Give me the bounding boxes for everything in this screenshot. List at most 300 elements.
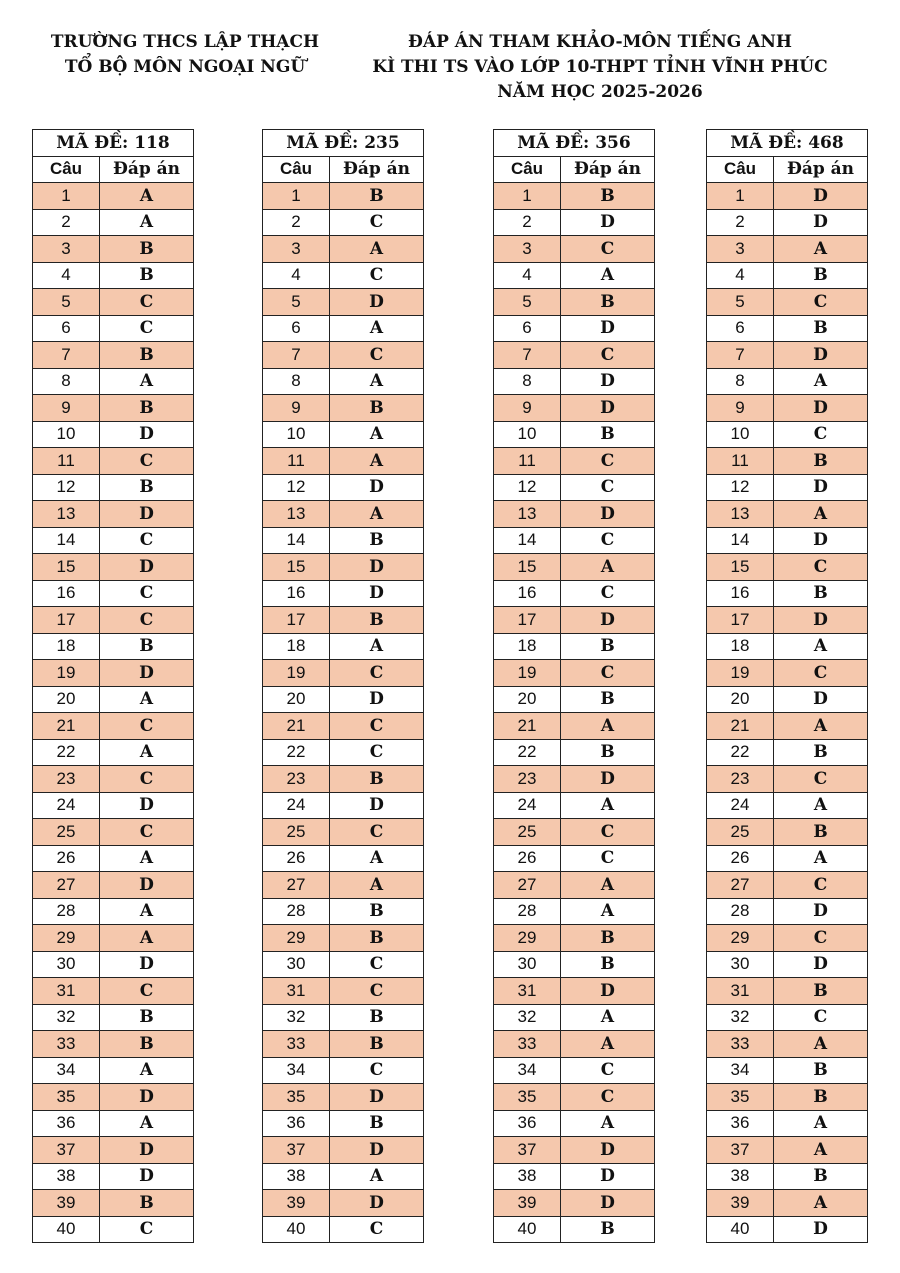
answer-letter: D: [774, 395, 868, 422]
table-row: [33, 766, 194, 793]
question-number: 6: [263, 315, 330, 342]
table-row: [707, 898, 868, 925]
answer-letter: A: [330, 845, 424, 872]
table-row: [707, 1084, 868, 1111]
question-number: 38: [707, 1163, 774, 1190]
answer-letter: B: [100, 1031, 194, 1058]
question-number: 11: [263, 448, 330, 475]
table-row: [33, 660, 194, 687]
question-number: 25: [33, 819, 100, 846]
answer-letter: B: [774, 819, 868, 846]
answer-letter: B: [774, 580, 868, 607]
table-row: [707, 527, 868, 554]
answer-letter: C: [561, 342, 655, 369]
school-name: TRƯỜNG THCS LẬP THẠCH: [50, 32, 320, 52]
table-row: [263, 1057, 424, 1084]
table-row: [33, 686, 194, 713]
table-row: [263, 1004, 424, 1031]
table-row: [707, 1004, 868, 1031]
question-number: 24: [33, 792, 100, 819]
table-row: [494, 1057, 655, 1084]
question-number: 21: [33, 713, 100, 740]
question-number: 27: [494, 872, 561, 899]
table-row: [263, 1163, 424, 1190]
question-number: 30: [707, 951, 774, 978]
table-row: [707, 209, 868, 236]
table-row: [33, 368, 194, 395]
table-row: [707, 819, 868, 846]
table-row: [263, 448, 424, 475]
answer-letter: C: [100, 607, 194, 634]
question-number: 21: [263, 713, 330, 740]
table-row: [33, 898, 194, 925]
answer-letter: B: [330, 1031, 424, 1058]
answer-letter: A: [774, 236, 868, 263]
answer-table: [32, 129, 194, 1243]
question-number: 23: [494, 766, 561, 793]
question-number: 33: [33, 1031, 100, 1058]
question-number: 9: [33, 395, 100, 422]
answer-letter: A: [774, 368, 868, 395]
answer-letter: D: [561, 1163, 655, 1190]
question-number: 19: [707, 660, 774, 687]
question-number: 35: [263, 1084, 330, 1111]
answer-letter: C: [561, 660, 655, 687]
question-number: 11: [33, 448, 100, 475]
question-number: 5: [263, 289, 330, 316]
table-row: [707, 607, 868, 634]
question-number: 30: [263, 951, 330, 978]
question-number: 20: [263, 686, 330, 713]
answer-letter: B: [330, 395, 424, 422]
answer-letter: A: [561, 792, 655, 819]
table-row: [33, 1110, 194, 1137]
question-number: 13: [263, 501, 330, 528]
question-number: 18: [494, 633, 561, 660]
question-number: 9: [494, 395, 561, 422]
answer-letter: B: [330, 1004, 424, 1031]
table-row: [33, 1084, 194, 1111]
table-row: [263, 421, 424, 448]
table-row: [33, 1137, 194, 1164]
table-row: [494, 554, 655, 581]
table-row: [494, 925, 655, 952]
answer-letter: A: [100, 739, 194, 766]
question-number: 2: [494, 209, 561, 236]
table-row: [33, 289, 194, 316]
table-row: [494, 342, 655, 369]
question-number: 21: [494, 713, 561, 740]
answer-letter: B: [774, 448, 868, 475]
table-row: [494, 501, 655, 528]
table-row: [494, 872, 655, 899]
answer-letter: C: [561, 1057, 655, 1084]
table-row: [707, 925, 868, 952]
answer-letter: C: [330, 342, 424, 369]
question-number: 31: [33, 978, 100, 1005]
question-number: 12: [707, 474, 774, 501]
question-number: 23: [707, 766, 774, 793]
question-number: 2: [707, 209, 774, 236]
answer-letter: D: [100, 951, 194, 978]
table-row: [33, 315, 194, 342]
table-row: [494, 713, 655, 740]
table-row: [33, 951, 194, 978]
question-number: 7: [494, 342, 561, 369]
answer-letter: A: [330, 368, 424, 395]
table-row: [494, 448, 655, 475]
question-number: 32: [33, 1004, 100, 1031]
question-number: 1: [263, 183, 330, 210]
table-row: [263, 368, 424, 395]
answer-header: Đáp án: [100, 156, 194, 183]
answer-letter: D: [100, 1084, 194, 1111]
answer-letter: C: [100, 766, 194, 793]
question-number: 19: [33, 660, 100, 687]
answer-letter: A: [100, 1110, 194, 1137]
question-number: 36: [263, 1110, 330, 1137]
question-number: 28: [707, 898, 774, 925]
question-number: 20: [494, 686, 561, 713]
answer-letter: C: [774, 554, 868, 581]
table-row: [263, 978, 424, 1005]
title-line-1: ĐÁP ÁN THAM KHẢO-MÔN TIẾNG ANH: [408, 32, 792, 52]
table-row: [494, 209, 655, 236]
table-row: [33, 1004, 194, 1031]
table-row: [494, 1084, 655, 1111]
exam-code: MÃ ĐỀ: 235: [263, 130, 424, 157]
answer-letter: B: [330, 1110, 424, 1137]
table-row: [707, 580, 868, 607]
answer-letter: D: [100, 660, 194, 687]
question-number: 26: [263, 845, 330, 872]
question-number: 40: [707, 1216, 774, 1243]
table-row: [494, 845, 655, 872]
answer-letter: A: [774, 1190, 868, 1217]
question-number: 29: [33, 925, 100, 952]
table-row: [707, 315, 868, 342]
answer-letter: C: [774, 421, 868, 448]
answer-letter: C: [330, 660, 424, 687]
question-number: 36: [494, 1110, 561, 1137]
answer-header: Đáp án: [774, 156, 868, 183]
answer-letter: D: [774, 898, 868, 925]
question-number: 6: [33, 315, 100, 342]
table-row: [263, 792, 424, 819]
question-number: 10: [33, 421, 100, 448]
question-number: 3: [263, 236, 330, 263]
question-header: Câu: [263, 156, 330, 183]
answer-letter: D: [330, 686, 424, 713]
table-row: [263, 1216, 424, 1243]
answer-letter: B: [100, 633, 194, 660]
question-number: 6: [707, 315, 774, 342]
table-row: [33, 872, 194, 899]
answer-letter: C: [330, 1057, 424, 1084]
table-row: [33, 925, 194, 952]
table-row: [33, 633, 194, 660]
question-number: 14: [33, 527, 100, 554]
table-row: [494, 580, 655, 607]
table-row: [263, 262, 424, 289]
question-number: 26: [33, 845, 100, 872]
answer-letter: D: [330, 580, 424, 607]
answer-letter: C: [100, 713, 194, 740]
question-number: 29: [263, 925, 330, 952]
answer-letter: B: [561, 739, 655, 766]
table-row: [263, 633, 424, 660]
question-number: 39: [33, 1190, 100, 1217]
answer-letter: C: [100, 580, 194, 607]
table-row: [707, 183, 868, 210]
question-number: 19: [494, 660, 561, 687]
table-row: [263, 925, 424, 952]
table-row: [494, 395, 655, 422]
table-row: [707, 792, 868, 819]
question-number: 26: [707, 845, 774, 872]
answer-letter: B: [774, 1084, 868, 1111]
table-row: [263, 1110, 424, 1137]
question-number: 37: [707, 1137, 774, 1164]
question-number: 3: [494, 236, 561, 263]
table-row: [707, 1216, 868, 1243]
table-row: [494, 739, 655, 766]
answer-letter: B: [561, 633, 655, 660]
answer-table: [706, 129, 868, 1243]
answer-table: [493, 129, 655, 1243]
answer-letter: A: [100, 845, 194, 872]
table-row: [707, 554, 868, 581]
table-row: [494, 898, 655, 925]
question-number: 22: [494, 739, 561, 766]
table-row: [33, 236, 194, 263]
answer-table: [262, 129, 424, 1243]
question-number: 16: [494, 580, 561, 607]
question-number: 5: [494, 289, 561, 316]
question-number: 1: [494, 183, 561, 210]
table-row: [263, 501, 424, 528]
question-number: 16: [707, 580, 774, 607]
answer-letter: A: [774, 1110, 868, 1137]
question-number: 20: [707, 686, 774, 713]
question-number: 31: [494, 978, 561, 1005]
table-row: [33, 262, 194, 289]
question-number: 37: [263, 1137, 330, 1164]
answer-letter: B: [100, 474, 194, 501]
table-row: [707, 421, 868, 448]
question-number: 24: [707, 792, 774, 819]
answer-letter: C: [774, 872, 868, 899]
question-number: 9: [707, 395, 774, 422]
table-row: [707, 1137, 868, 1164]
answer-letter: D: [561, 607, 655, 634]
table-row: [263, 289, 424, 316]
table-row: [494, 1163, 655, 1190]
table-row: [707, 1163, 868, 1190]
question-number: 40: [33, 1216, 100, 1243]
answer-letter: B: [100, 1004, 194, 1031]
answer-letter: A: [561, 872, 655, 899]
exam-code: MÃ ĐỀ: 468: [707, 130, 868, 157]
question-number: 3: [707, 236, 774, 263]
table-row: [263, 1031, 424, 1058]
answer-letter: C: [330, 951, 424, 978]
table-row: [707, 1031, 868, 1058]
question-number: 33: [494, 1031, 561, 1058]
table-row: [707, 368, 868, 395]
answer-letter: D: [774, 474, 868, 501]
table-row: [263, 819, 424, 846]
table-row: [263, 607, 424, 634]
answer-header: Đáp án: [561, 156, 655, 183]
question-number: 7: [33, 342, 100, 369]
question-number: 16: [263, 580, 330, 607]
answer-letter: D: [774, 1216, 868, 1243]
answer-letter: C: [774, 1004, 868, 1031]
answer-letter: B: [100, 395, 194, 422]
answer-letter: D: [561, 1190, 655, 1217]
answer-letter: A: [561, 1031, 655, 1058]
question-number: 26: [494, 845, 561, 872]
question-number: 4: [33, 262, 100, 289]
table-row: [707, 660, 868, 687]
table-row: [494, 660, 655, 687]
table-row: [263, 1137, 424, 1164]
answer-letter: B: [100, 1190, 194, 1217]
answer-letter: C: [774, 289, 868, 316]
table-row: [707, 872, 868, 899]
question-number: 16: [33, 580, 100, 607]
answer-letter: A: [330, 236, 424, 263]
answer-letter: B: [561, 1216, 655, 1243]
question-number: 35: [707, 1084, 774, 1111]
answer-letter: C: [330, 819, 424, 846]
table-row: [263, 713, 424, 740]
table-row: [707, 262, 868, 289]
table-row: [494, 633, 655, 660]
answer-letter: B: [561, 925, 655, 952]
answer-letter: A: [100, 368, 194, 395]
table-row: [494, 1190, 655, 1217]
question-number: 36: [707, 1110, 774, 1137]
question-number: 12: [33, 474, 100, 501]
question-number: 31: [263, 978, 330, 1005]
question-number: 17: [494, 607, 561, 634]
question-number: 34: [494, 1057, 561, 1084]
title-line-2: KÌ THI TS VÀO LỚP 10-THPT TỈNH VĨNH PHÚC: [372, 57, 828, 77]
question-header: Câu: [707, 156, 774, 183]
question-number: 14: [494, 527, 561, 554]
answer-letter: D: [774, 607, 868, 634]
answer-letter: A: [774, 1137, 868, 1164]
table-row: [494, 289, 655, 316]
answer-letter: B: [774, 1163, 868, 1190]
table-row: [33, 183, 194, 210]
answer-letter: C: [100, 289, 194, 316]
question-number: 2: [263, 209, 330, 236]
question-number: 8: [33, 368, 100, 395]
question-number: 13: [494, 501, 561, 528]
answer-letter: A: [561, 1004, 655, 1031]
table-row: [707, 1110, 868, 1137]
table-row: [33, 395, 194, 422]
answer-letter: B: [774, 262, 868, 289]
answer-letter: B: [561, 183, 655, 210]
table-row: [263, 342, 424, 369]
table-row: [33, 1057, 194, 1084]
question-number: 25: [263, 819, 330, 846]
answer-letter: C: [330, 739, 424, 766]
answer-letter: A: [330, 1163, 424, 1190]
question-number: 19: [263, 660, 330, 687]
answer-letter: D: [100, 792, 194, 819]
question-number: 8: [263, 368, 330, 395]
answer-letter: C: [774, 660, 868, 687]
table-row: [263, 474, 424, 501]
answer-letter: D: [100, 421, 194, 448]
answer-letter: B: [561, 951, 655, 978]
question-number: 38: [33, 1163, 100, 1190]
table-row: [494, 1137, 655, 1164]
answer-letter: D: [330, 1084, 424, 1111]
question-number: 21: [707, 713, 774, 740]
question-number: 17: [263, 607, 330, 634]
question-number: 8: [707, 368, 774, 395]
table-row: [707, 951, 868, 978]
question-number: 27: [707, 872, 774, 899]
question-number: 31: [707, 978, 774, 1005]
table-row: [263, 872, 424, 899]
table-row: [263, 527, 424, 554]
question-number: 10: [494, 421, 561, 448]
answer-letter: A: [561, 1110, 655, 1137]
table-row: [33, 1031, 194, 1058]
answer-letter: D: [561, 501, 655, 528]
question-number: 17: [707, 607, 774, 634]
table-row: [494, 978, 655, 1005]
table-row: [707, 633, 868, 660]
answer-letter: C: [561, 819, 655, 846]
question-number: 28: [263, 898, 330, 925]
answer-letter: B: [330, 183, 424, 210]
table-row: [707, 686, 868, 713]
answer-letter: A: [100, 898, 194, 925]
answer-letter: A: [330, 421, 424, 448]
table-row: [263, 554, 424, 581]
table-row: [707, 978, 868, 1005]
table-row: [263, 183, 424, 210]
table-row: [707, 236, 868, 263]
table-row: [263, 1084, 424, 1111]
question-number: 39: [707, 1190, 774, 1217]
exam-code: MÃ ĐỀ: 356: [494, 130, 655, 157]
answer-letter: A: [561, 262, 655, 289]
question-number: 24: [494, 792, 561, 819]
question-number: 14: [263, 527, 330, 554]
answer-letter: C: [561, 1084, 655, 1111]
table-row: [263, 845, 424, 872]
answer-letter: D: [561, 209, 655, 236]
answer-letter: D: [774, 527, 868, 554]
question-number: 6: [494, 315, 561, 342]
exam-code: MÃ ĐỀ: 118: [33, 130, 194, 157]
question-number: 37: [494, 1137, 561, 1164]
question-number: 30: [494, 951, 561, 978]
table-row: [33, 792, 194, 819]
answer-letter: D: [561, 315, 655, 342]
answer-letter: C: [100, 448, 194, 475]
question-number: 32: [494, 1004, 561, 1031]
